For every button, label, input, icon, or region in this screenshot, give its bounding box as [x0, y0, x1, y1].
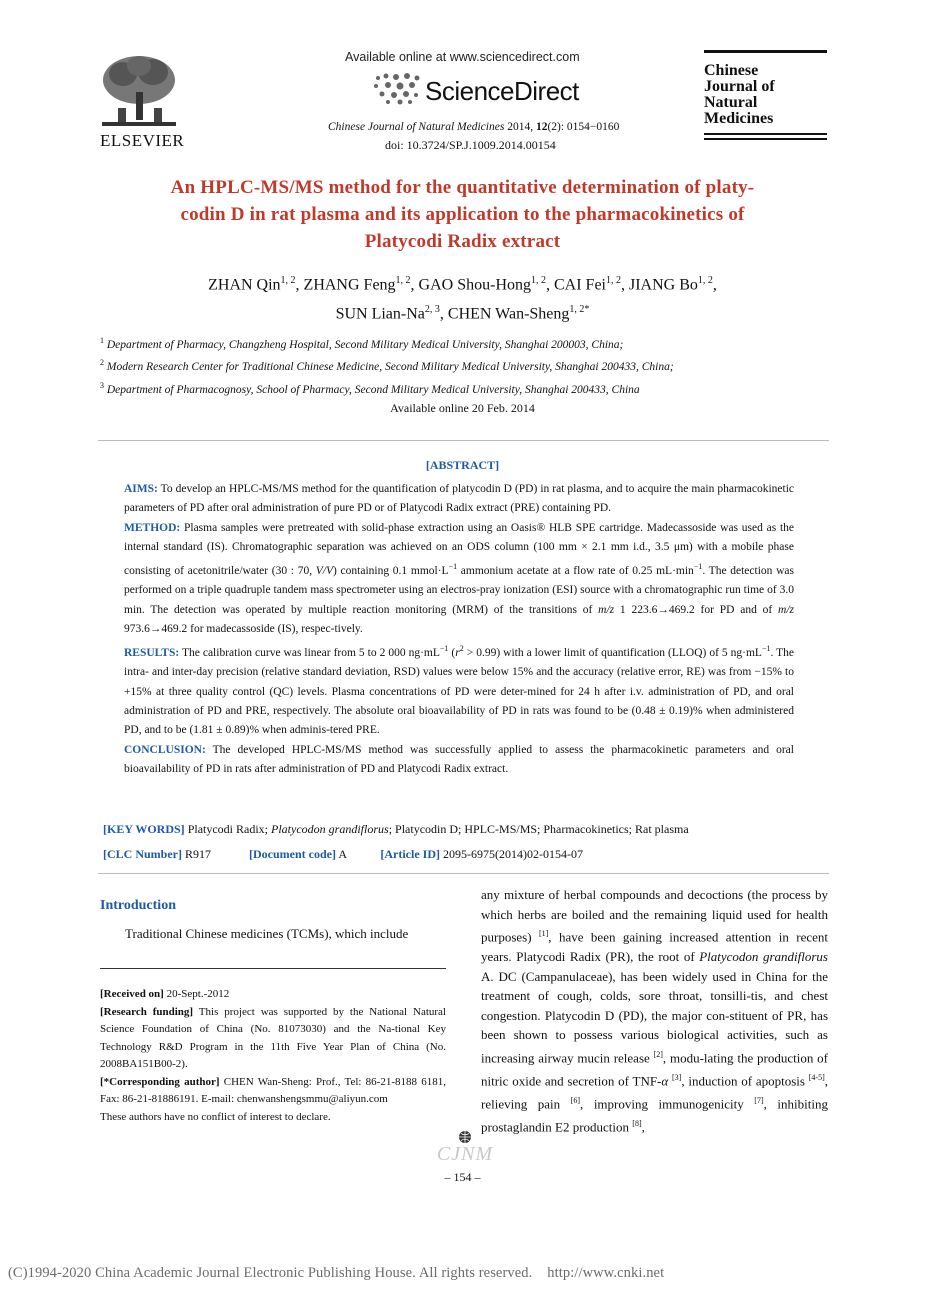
citation-ref[interactable]: [8]	[632, 1118, 642, 1128]
affiliations	[100, 332, 825, 399]
classification-line: [CLC Number] R917 [Document code] A [Article ID] 2095-6975(2014)02-0154-07	[103, 847, 583, 861]
author: ZHAN Qin	[208, 276, 281, 294]
citation-ref[interactable]: [4-5]	[808, 1073, 825, 1082]
footnote-conflict: These authors have no conflict of interest to declare.	[100, 1110, 331, 1123]
journal-citation-line: Chinese Journal of Natural Medicines 2014, 12(2): 0154−0160	[328, 121, 620, 133]
citation-ref[interactable]: [1]	[538, 929, 549, 939]
author: CAI Fei	[554, 276, 606, 294]
affiliation: $^2$ Modern Research Center for Traditional Chinese Medicine, Second Military Medical University, Shanghai 200433, China;	[100, 358, 674, 374]
citation-ref[interactable]: [3]	[672, 1073, 682, 1082]
footnote-received: [Received on] 20-Sept.-2012	[100, 988, 230, 1000]
citation-ref[interactable]: [7]	[754, 1095, 764, 1105]
footnotes	[100, 986, 446, 1126]
author: JIANG Bo	[629, 276, 698, 294]
journal-name-line-4: Medicines	[704, 110, 774, 127]
keywords: [KEY WORDS] Platycodi Radix; Platycodon grandiflorus; Platycodin D; HPLC-MS/MS; Pharmacokinetics; Rat plasma	[103, 822, 689, 836]
section-heading-introduction: Introduction	[100, 898, 176, 913]
journal-mark: CJNM	[430, 1130, 500, 1164]
author: CHEN Wan-Sheng	[447, 305, 570, 323]
available-online-date: Available online 20 Feb. 2014	[390, 401, 535, 415]
author-list: ZHAN Qin$^{1, 2}$, ZHANG Feng$^{1, 2}$, GAO Shou-Hong$^{1, 2}$, CAI Fei$^{1, 2}$, JIANG Bo$^{1, 2}$, SUN Lian-Na$^{2, 3}$, CHEN Wan-Sheng$^{1, 2*}$	[208, 275, 717, 323]
footnote-funding: [Research funding] This project was supported by the National Natural Science Foundation of China (No. 81073030) and the Na-tional Key Technology R&D Program in the 11th Five Year Plan of China (No. 2008BA151B00-2).	[100, 1005, 446, 1070]
body-column-right: any mixture of herbal compounds and decoctions (the process by which herbs are boiled and the remaining liquid used for health purposes) [1], have been gaining increased attention in recent years. Platycodi Radix (PR), the root of Platycodon grandiflorus A. DC (Campanulaceae), has been widely used in China for the treatment of cough, colds, sore throat, tonsilli-tis, and chest congestion. Platycodin D (PD), the major con-stituent of PR, has been shown to possess various biological activities, such as increasing airway mucin release [2], modu-lating the production of nitric oxide and secretion of TNF-α [3], induction of apoptosis [4-5], relieving pain [6], improving immunogenicity [7], inhibiting prostaglandin E2 production [8],	[481, 887, 828, 1135]
abstract-results: RESULTS: The calibration curve was linear from 5 to 2 000 $ng\cdot mL^{-1}$ $(r^2 > 0.99)$ with a lower limit of quantification (LLOQ) of 5 $ng\cdot mL^{-1}$. The intra- and inter-day precision (relative standard deviation, RSD) values were below 15% and the accuracy (relative error, RE) was from −15% to +15% at three quality control (QC) levels. Plasma concentrations of PD were deter-mined for 24 h after i.v. administration of PD, and oral administration of PD and PRE, respectively. The absolute oral bioavailability of PD in rats was found to be (0.48 ± 0.19)% when administered PD, and to be (1.81 ± 0.89)% when adminis-tered PRE.	[124, 644, 794, 737]
globe-icon	[458, 1130, 472, 1144]
abstract-conclusion: CONCLUSION: The developed HPLC-MS/MS method was successfully applied to assess the pharmacokinetic parameters and oral bioavailability of PD in rats after administration of PD and Platycodi Radix extract.	[124, 743, 794, 775]
citation-ref[interactable]: [6]	[570, 1095, 581, 1105]
doi[interactable]: doi: 10.3724/SP.J.1009.2014.00154	[385, 138, 556, 152]
journal-name-line-1: Chinese	[704, 62, 759, 79]
intro-paragraph: Traditional Chinese medicines (TCMs), which include	[125, 926, 409, 941]
affiliation: $^1$ Department of Pharmacy, Changzheng Hospital, Second Military Medical University, Shanghai 200003, China;	[100, 336, 624, 351]
abstract-heading: [ABSTRACT]	[425, 458, 500, 472]
divider	[98, 873, 829, 874]
footnote-divider	[100, 968, 446, 969]
divider	[98, 440, 829, 441]
journal-name-box	[704, 50, 827, 140]
available-online-banner[interactable]: Available online at www.sciencedirect.com	[345, 50, 580, 64]
elsevier-tree-logo-icon	[98, 52, 180, 130]
copyright-notice: (C)1994-2020 China Academic Journal Electronic Publishing House. All rights reserved. http://www.cnki.net	[8, 1265, 665, 1281]
author: SUN Lian-Na	[335, 305, 425, 323]
publisher-name: ELSEVIER	[100, 131, 185, 150]
journal-name-line-3: Natural	[704, 94, 758, 111]
abstract-body	[124, 480, 794, 779]
abstract-aims: AIMS: To develop an HPLC-MS/MS method for the quantification of platycodin D (PD) in rat plasma, and to acquire the main pharmacokinetic parameters of PD after oral administration of pure PD or of Platycodi Radix extract (PRE) containing PD.	[124, 483, 794, 515]
author: GAO Shou-Hong	[418, 276, 531, 294]
article-title: An HPLC-MS/MS method for the quantitative determination of platy- codin D in rat plasma and its application to the pharmacokinetics of Platycodi Radix extract	[170, 177, 755, 252]
journal-name-line-2: Journal of	[704, 78, 775, 95]
citation-ref[interactable]: [2]	[653, 1050, 663, 1060]
affiliation: $^3$ Department of Pharmacognosy, School of Pharmacy, Second Military Medical University, Shanghai 200433, China	[100, 380, 640, 396]
footnote-corresponding: [*Corresponding author] CHEN Wan-Sheng: Prof., Tel: 86-21-8188 6181, Fax: 86-21-81886191. E-mail: chenwanshengsmmu@aliyun.com	[100, 1075, 446, 1105]
sciencedirect-dots-icon	[370, 72, 426, 106]
abstract-method: METHOD: Plasma samples were pretreated with solid-phase extraction using an Oasis® HLB SPE cartridge. Madecassoside was used as the internal standard (IS). Chromatographic separation was achieved on an ODS column (100 mm × 2.1 mm i.d., 3.5 μm) with a mobile phase consisting of acetonitrile/water (30 : 70, V/V) containing 0.1 $mmol\cdot L^{-1}$ ammonium acetate at a flow rate of 0.25 $mL\cdot\min^{-1}$. The detection was performed on a triple quadruple tandem mass spectrometer using an electros-pray ionization (ESI) source with a chromatographic run time of 3.0 min. The detection was operated by multiple reaction monitoring (MRM) of the transitions of m/z 1 223.6→469.2 for PD and of m/z 973.6→469.2 for madecassoside (IS), respec-tively.	[124, 521, 795, 635]
page-number: – 154 –	[444, 1170, 481, 1184]
author: ZHANG Feng	[303, 276, 396, 294]
sciencedirect-logo-text: ScienceDirect	[425, 76, 579, 106]
